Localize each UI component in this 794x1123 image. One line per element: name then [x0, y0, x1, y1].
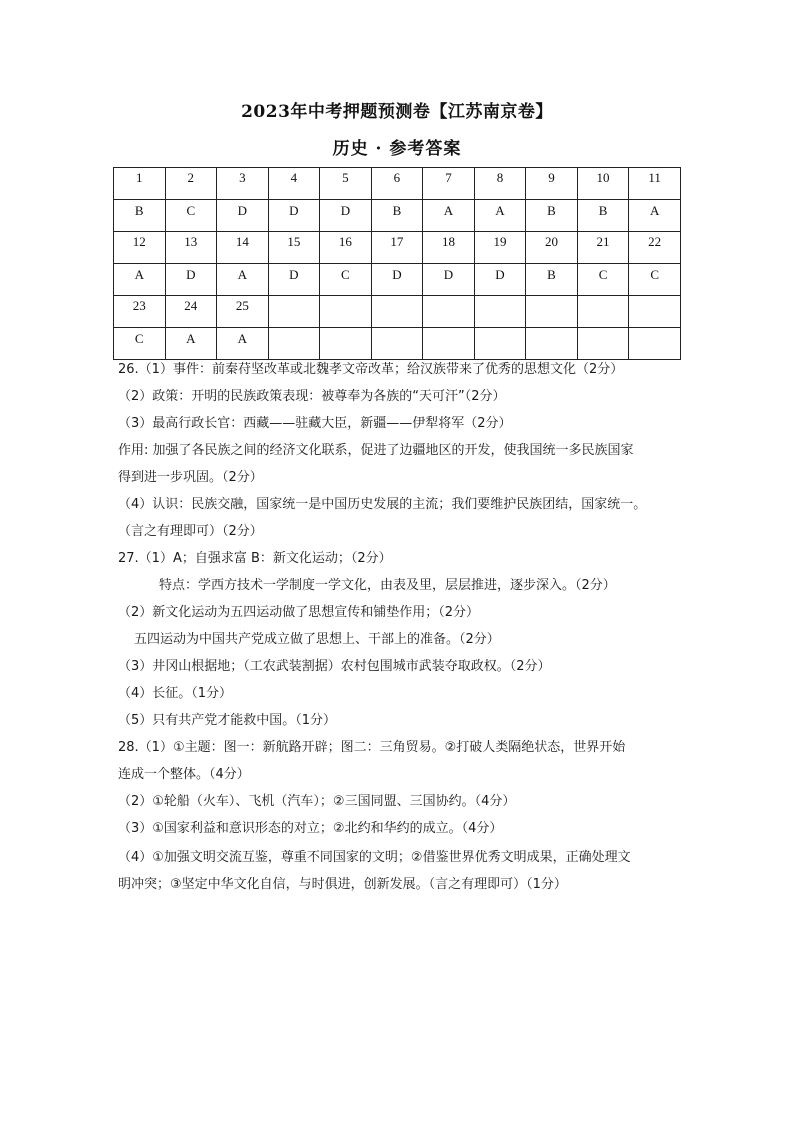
question-number-cell: 15	[268, 232, 320, 264]
answer-cell: B	[371, 200, 423, 232]
question-number-row	[114, 168, 681, 200]
question-number-cell	[320, 296, 372, 328]
document-subtitle: 历史 · 参考答案	[332, 139, 462, 159]
question-number-cell: 18	[423, 232, 475, 264]
answer-cell: D	[165, 264, 217, 296]
answer-row	[114, 200, 681, 232]
answer-cell: D	[423, 264, 475, 296]
answer-cell	[423, 328, 475, 360]
answer-cell: A	[423, 200, 475, 232]
answer-line: 27.（1）A；自强求富 B：新文化运动；（2分）	[118, 551, 392, 566]
answer-cell: A	[217, 264, 269, 296]
answer-cell: B	[114, 200, 166, 232]
answer-cell	[320, 328, 372, 360]
question-number-cell: 16	[320, 232, 372, 264]
answer-line: （言之有理即可）（2分）	[118, 524, 263, 539]
answer-line: （4）认识：民族交融，国家统一是中国历史发展的主流；我们要维护民族团结，国家统一。	[118, 497, 647, 512]
question-number-cell: 1	[114, 168, 166, 200]
answer-cell: A	[217, 328, 269, 360]
answer-line: （3）①国家利益和意识形态的对立；②北约和华约的成立。（4分）	[118, 821, 503, 836]
answer-line: 特点：学西方技术一学制度一学文化，由表及里，层层推进，逐步深入。（2分）	[159, 578, 616, 593]
question-number-cell	[423, 296, 475, 328]
answer-line: 得到进一步巩固。（2分）	[118, 470, 263, 485]
answer-cell: D	[268, 264, 320, 296]
answer-cell: D	[217, 200, 269, 232]
answer-cell: D	[268, 200, 320, 232]
question-number-row	[114, 232, 681, 264]
question-number-cell: 17	[371, 232, 423, 264]
question-number-cell	[474, 296, 526, 328]
answer-line: 明冲突；③坚定中华文化自信，与时俱进，创新发展。（言之有理即可）（1分）	[118, 877, 567, 892]
document-title: 2023年中考押题预测卷【江苏南京卷】	[241, 102, 553, 122]
answer-cell	[474, 328, 526, 360]
question-number-cell: 11	[629, 168, 681, 200]
question-number-cell: 2	[165, 168, 217, 200]
answer-line: 五四运动为中国共产党成立做了思想上、干部上的准备。（2分）	[134, 632, 500, 647]
answer-line: （3）最高行政长官：西藏——驻藏大臣，新疆——伊犁将军（2分）	[118, 416, 512, 431]
answer-cell: D	[371, 264, 423, 296]
answer-cell: D	[320, 200, 372, 232]
question-number-cell: 22	[629, 232, 681, 264]
question-number-cell: 24	[165, 296, 217, 328]
answer-cell: A	[629, 200, 681, 232]
answer-cell	[526, 328, 578, 360]
question-number-cell: 8	[474, 168, 526, 200]
question-number-cell	[268, 296, 320, 328]
question-number-cell	[577, 296, 629, 328]
question-number-cell: 10	[577, 168, 629, 200]
answer-line: 26.（1）事件：前秦苻坚改革或北魏孝文帝改革；给汉族带来了优秀的思想文化（2分）	[118, 362, 624, 377]
answer-cell: C	[114, 328, 166, 360]
answer-cell: B	[577, 200, 629, 232]
question-number-cell	[371, 296, 423, 328]
question-number-cell: 14	[217, 232, 269, 264]
question-number-cell: 25	[217, 296, 269, 328]
answer-cell: C	[629, 264, 681, 296]
answer-cell	[371, 328, 423, 360]
answer-cell	[268, 328, 320, 360]
question-number-cell	[629, 296, 681, 328]
answer-cell: C	[165, 200, 217, 232]
answer-cell: A	[114, 264, 166, 296]
question-number-cell: 23	[114, 296, 166, 328]
answer-cell	[629, 328, 681, 360]
answer-line: 28.（1）①主题：图一：新航路开辟；图二：三角贸易。②打破人类隔绝状态，世界开始	[118, 740, 626, 755]
answer-cell: A	[165, 328, 217, 360]
answer-line: （2）①轮船（火车）、飞机（汽车）；②三国同盟、三国协约。（4分）	[118, 794, 516, 809]
question-number-cell: 12	[114, 232, 166, 264]
question-number-cell: 5	[320, 168, 372, 200]
answer-row	[114, 328, 681, 360]
question-number-cell	[526, 296, 578, 328]
question-number-cell: 7	[423, 168, 475, 200]
question-number-cell: 4	[268, 168, 320, 200]
answer-row	[114, 264, 681, 296]
answer-cell: A	[474, 200, 526, 232]
answer-line: （4）①加强文明交流互鉴，尊重不同国家的文明；②借鉴世界优秀文明成果，正确处理文	[118, 850, 631, 865]
question-number-cell: 6	[371, 168, 423, 200]
answer-cell: B	[526, 200, 578, 232]
answer-line: （2）政策：开明的民族政策表现：被尊奉为各族的“天可汗”（2分）	[118, 389, 506, 404]
answer-cell: B	[526, 264, 578, 296]
question-number-cell: 20	[526, 232, 578, 264]
answer-line: （4）长征。（1分）	[118, 686, 233, 701]
answer-line: 作用: 加强了各民族之间的经济文化联系，促进了边疆地区的开发，使我国统一多民族国家	[118, 443, 634, 458]
answer-line: （5）只有共产党才能救中国。（1分）	[118, 713, 337, 728]
answer-cell: C	[577, 264, 629, 296]
question-number-cell: 13	[165, 232, 217, 264]
answer-line: 连成一个整体。（4分）	[118, 767, 250, 782]
answer-cell: C	[320, 264, 372, 296]
question-number-cell: 19	[474, 232, 526, 264]
answer-line: （2）新文化运动为五四运动做了思想宣传和铺垫作用；（2分）	[118, 605, 480, 620]
question-number-cell: 3	[217, 168, 269, 200]
answer-table	[113, 167, 681, 360]
question-number-cell: 21	[577, 232, 629, 264]
question-number-row	[114, 296, 681, 328]
answer-cell	[577, 328, 629, 360]
answer-cell: D	[474, 264, 526, 296]
question-number-cell: 9	[526, 168, 578, 200]
answer-line: （3）井冈山根据地；（工农武装割据）农村包围城市武装夺取政权。（2分）	[118, 659, 551, 674]
